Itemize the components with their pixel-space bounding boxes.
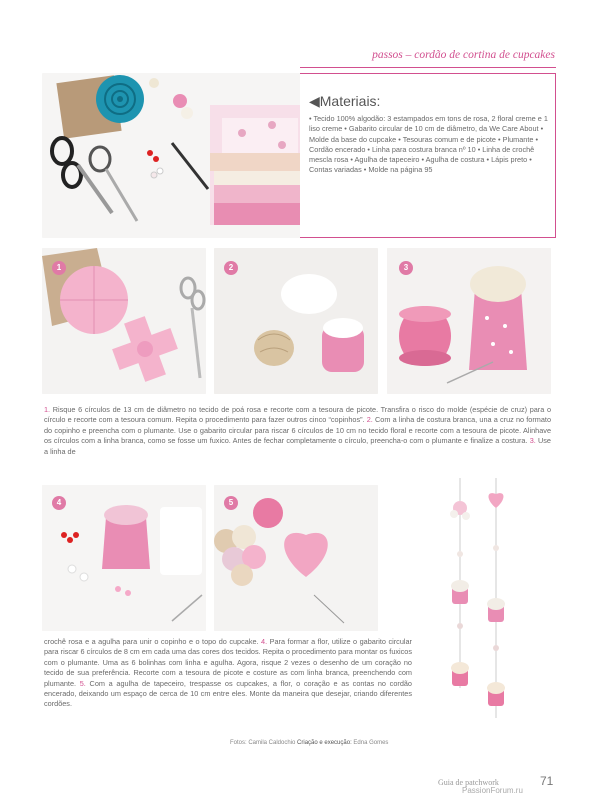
materials-title: ◀Materiais: bbox=[309, 93, 381, 109]
step-3-number: 3. bbox=[529, 436, 536, 446]
step-2-text: Com a linha de costura branca, una a cruz no formato do copinho e preencha com o plumante. Use o gabarito circular para riscar 6 círculos de 10 cm no tecido floral e recorte com a tesoura de picote. Alinhave os círculos com a linha branca, como se fosse um fuxico. Antes de fechar completamente o círculo, preencha-o com o plumante e finalize a costura. bbox=[44, 415, 551, 446]
materials-list: • Tecido 100% algodão: 3 estampados em tons de rosa, 2 floral creme e 1 liso creme • Gabarito circular de 10 cm de diâmetro, da We Care About • Molde da base do cupcake • Tesouras comum e de picote • Plumante • Cordão encerado • Linha para costura branca nº 10 • Linha de crochê mescla rosa • Agulha de tapeceiro • Agulha de costura • Lápis preto • Contas variadas • Molde na página 95 bbox=[309, 114, 548, 175]
steps-paragraph-2 bbox=[44, 637, 412, 710]
page-title: passos – cordão de cortina de cupcakes bbox=[372, 49, 555, 61]
step-5-photo bbox=[214, 485, 378, 631]
step-3-text-end: crochê rosa e a agulha para unir o copinho e o topo do cupcake. bbox=[44, 637, 262, 646]
step-1-text: Risque 6 círculos de 13 cm de diâmetro no tecido de poá rosa e recorte com a tesoura de picote. Transfira o risco do molde (espécie de cruz) para o círculo e recorte com a tesoura comum. Repita o procedimento para fazer outros cinco “copinhos”. bbox=[44, 405, 551, 425]
step-2-photo bbox=[214, 248, 378, 394]
step-1-photo bbox=[42, 248, 206, 394]
title-rule bbox=[300, 67, 556, 68]
step-1-number: 1. bbox=[44, 405, 51, 414]
page-number: 71 bbox=[540, 774, 554, 788]
photos-label: Fotos: bbox=[230, 740, 249, 746]
garland-photo bbox=[420, 478, 550, 736]
materials-photo bbox=[42, 73, 302, 238]
step-1-badge: 1 bbox=[52, 261, 66, 275]
step-2-number: 2. bbox=[366, 415, 373, 425]
photo-credits bbox=[230, 740, 388, 746]
step-4-photo bbox=[42, 485, 206, 631]
step-4-text: Para formar a flor, utilize o gabarito circular para riscar 6 círculos de 8 cm em cada uma das cores dos tecidos. Repita o procedimento para montar os fuxicos com o plumante. Uma as 6 bolinhas com linha e agulha. Agora, risque 2 vezes o desenho de um coração no tecido de sua preferência. Recorte com a tesoura de picote e costure as com linha branca, preenchendo com plumante. bbox=[44, 637, 412, 688]
watermark: PassionForum.ru bbox=[462, 786, 523, 795]
step-3-badge: 3 bbox=[399, 261, 413, 275]
step-5-badge: 5 bbox=[224, 496, 238, 510]
step-4-number: 4. bbox=[261, 637, 268, 646]
step-3-text-start: Use a linha de bbox=[44, 436, 551, 456]
execution-label: Criação e execução: bbox=[295, 740, 354, 746]
photos-name: Camila Caldochio bbox=[248, 740, 296, 746]
steps-paragraph-1 bbox=[44, 405, 551, 457]
footer-label: Guia de patchwork bbox=[438, 778, 499, 787]
step-4-badge: 4 bbox=[52, 496, 66, 510]
execution-name: Edna Gomes bbox=[353, 740, 389, 746]
step-5-number: 5. bbox=[79, 678, 86, 688]
step-2-badge: 2 bbox=[224, 261, 238, 275]
step-5-text: Com a agulha de tapeceiro, trespasse os cupcakes, a flor, o coração e as contas no cordão encerado, deixando um espaço de cerca de 10 cm entre eles. Monte da maneira que desejar, criando diferentes cordões. bbox=[44, 678, 412, 709]
